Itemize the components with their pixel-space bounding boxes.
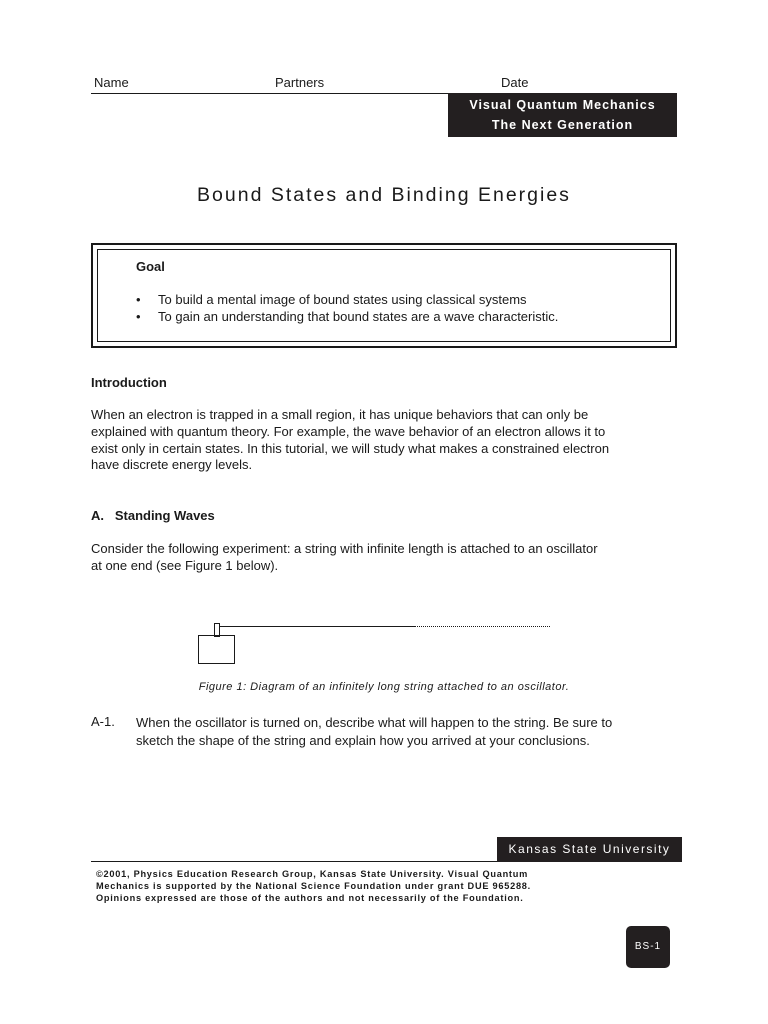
goal-item <box>136 292 527 307</box>
series-banner <box>448 93 677 137</box>
section-a-paragraph <box>91 541 691 575</box>
document-title: Bound States and Binding Energies <box>197 184 571 206</box>
paragraph-line: When an electron is trapped in a small region, it has unique behaviors that can only be <box>91 407 589 422</box>
paragraph-line: at one end (see Figure 1 below). <box>91 557 279 573</box>
string-dotted-continuation <box>415 626 550 627</box>
copyright-line: Mechanics is supported by the National Science Foundation under grant DUE 965288. <box>96 881 531 892</box>
introduction-paragraph <box>91 407 691 474</box>
partners-label: Partners <box>275 75 325 90</box>
question-line: When the oscillator is turned on, describe what will happen to the string. Be sure to <box>136 715 613 730</box>
question-number: A-1. <box>91 714 115 729</box>
bullet-icon: • <box>136 292 141 307</box>
goal-item-text: To build a mental image of bound states using classical systems <box>158 292 527 307</box>
page-number-tab: BS-1 <box>626 926 670 968</box>
paragraph-line: Consider the following experiment: a string with infinite length is attached to an oscillator <box>91 541 598 556</box>
goal-item-text: To gain an understanding that bound states are a wave characteristic. <box>158 309 559 324</box>
question-text <box>136 714 696 749</box>
copyright-notice <box>96 868 656 905</box>
date-label: Date <box>501 75 529 90</box>
paragraph-line: explained with quantum theory. For example, the wave behavior of an electron allows it to <box>91 423 606 439</box>
introduction-heading: Introduction <box>91 375 167 390</box>
section-a-heading: A. Standing Waves <box>91 508 215 523</box>
copyright-line: Opinions expressed are those of the authors and not necessarily of the Foundation. <box>96 893 524 904</box>
footer-rule <box>91 861 497 862</box>
series-title-line1: Visual Quantum Mechanics <box>469 98 656 112</box>
string-solid-segment <box>218 626 415 627</box>
figure-caption: Figure 1: Diagram of an infinitely long string attached to an oscillator. <box>198 681 570 693</box>
oscillator-box <box>198 635 235 664</box>
name-label: Name <box>94 75 129 90</box>
paragraph-line: have discrete energy levels. <box>91 457 253 473</box>
institution-banner: Kansas State University <box>497 837 682 862</box>
copyright-line: ©2001, Physics Education Research Group, Kansas State University. Visual Quantum <box>96 869 529 879</box>
goal-item <box>136 309 558 324</box>
bullet-icon: • <box>136 309 141 324</box>
paragraph-line: exist only in certain states. In this tutorial, we will study what makes a constrained electron <box>91 440 610 456</box>
question-line: sketch the shape of the string and explain how you arrived at your conclusions. <box>136 732 590 748</box>
goal-heading: Goal <box>136 259 165 274</box>
series-title-line2: The Next Generation <box>491 118 634 132</box>
